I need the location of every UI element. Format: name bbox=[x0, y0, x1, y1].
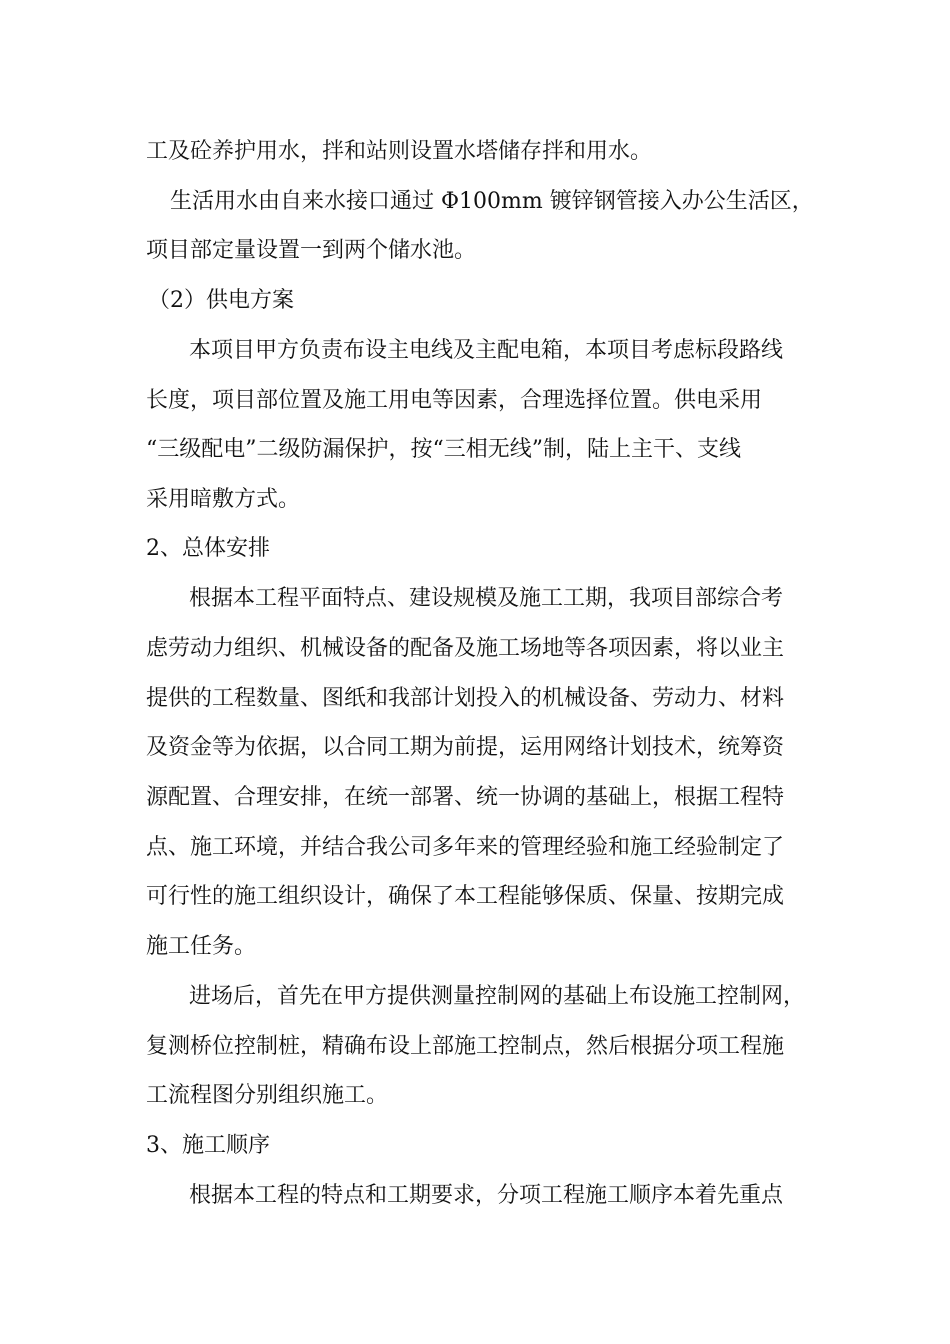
paragraph-line: 根据本工程平面特点、建设规模及施工工期，我项目部综合考 bbox=[189, 586, 784, 611]
paragraph-line: 及资金等为依据，以合同工期为前提，运用网络计划技术，统筹资 bbox=[146, 735, 785, 760]
paragraph-line: 源配置、合理安排，在统一部署、统一协调的基础上，根据工程特 bbox=[146, 785, 785, 810]
paragraph-line: 可行性的施工组织设计，确保了本工程能够保质、保量、按期完成 bbox=[146, 884, 785, 909]
paragraph-line: 虑劳动力组织、机械设备的配备及施工场地等各项因素，将以业主 bbox=[146, 636, 785, 661]
section-heading: （2）供电方案 bbox=[148, 288, 294, 313]
paragraph-line: 采用暗敷方式。 bbox=[146, 487, 301, 512]
paragraph-line: 点、施工环境，并结合我公司多年来的管理经验和施工经验制定了 bbox=[146, 835, 785, 860]
section-heading: 3、施工顺序 bbox=[146, 1133, 270, 1158]
paragraph-line: “三级配电”二级防漏保护，按“三相无线”制，陆上主干、支线 bbox=[146, 437, 741, 462]
paragraph-line: 本项目甲方负责布设主电线及主配电箱，本项目考虑标段路线 bbox=[189, 338, 784, 363]
paragraph-line: 项目部定量设置一到两个储水池。 bbox=[146, 238, 477, 263]
section-heading: 2、总体安排 bbox=[146, 536, 270, 561]
paragraph-line: 提供的工程数量、图纸和我部计划投入的机械设备、劳动力、材料 bbox=[146, 686, 785, 711]
paragraph-line: 根据本工程的特点和工期要求，分项工程施工顺序本着先重点 bbox=[189, 1183, 784, 1208]
paragraph-line: 长度，项目部位置及施工用电等因素，合理选择位置。供电采用 bbox=[146, 388, 763, 413]
paragraph-line: 进场后，首先在甲方提供测量控制网的基础上布设施工控制网， bbox=[189, 984, 806, 1009]
paragraph-line: 复测桥位控制桩，精确布设上部施工控制点，然后根据分项工程施 bbox=[146, 1034, 785, 1059]
paragraph-line: 工及砼养护用水，拌和站则设置水塔储存拌和用水。 bbox=[146, 139, 653, 164]
paragraph-line: 施工任务。 bbox=[146, 934, 257, 959]
paragraph-line: 工流程图分别组织施工。 bbox=[146, 1083, 389, 1108]
paragraph-line: 生活用水由自来水接口通过 Φ100mm 镀锌钢管接入办公生活区， bbox=[170, 189, 814, 214]
